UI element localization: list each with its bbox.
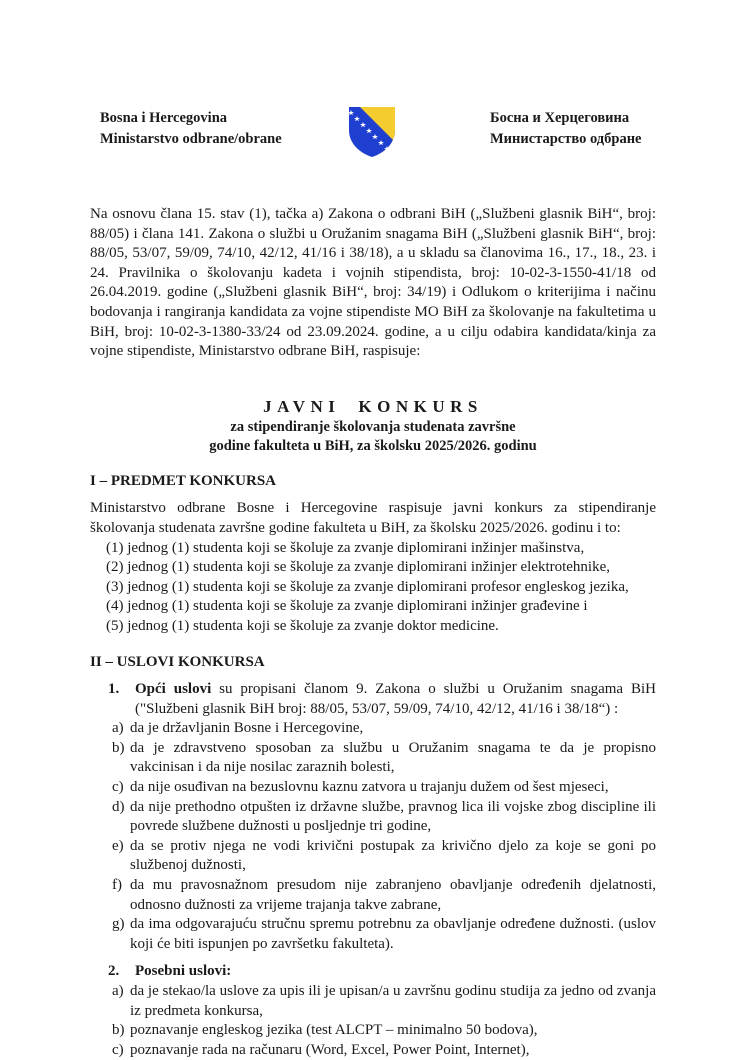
country-name-latin: Bosna i Hercegovina [100, 110, 228, 126]
item-text: poznavanje rada na računaru (Word, Excel, Power Point, Internet), [130, 1041, 530, 1058]
item-text: da je zdravstveno sposoban za službu u Oružanim snagama te da je propisno vakcinisan i da nije nosilac zaraznih bolesti, [130, 739, 656, 776]
item-letter: f) [112, 877, 122, 894]
intro-paragraph: Na osnovu člana 15. stav (1), tačka a) Zakona o odbrani BiH („Službeni glasnik BiH“, broj: 88/05) i člana 141. Zakona o službi u Oružanim snagama BiH („Službeni glasnik BiH“, broj: 88/05, 53/07, 59/09, 74/10, 42/12, 41/16 i 38/18), a u skladu sa članovima 16., 17., 18., 23. i 24. Pravilnika o školovanju kadeta i vojnih stipendista, broj: 10-02-3-1550-41/18 od 26.04.2019. godine („Službeni glasnik BiH“, broj: 34/19) i Odlukom o kriterijima i načinu bodovanja i rangiranja kandidata za vojne stipendiste MO BiH za školovanje na fakultetima u BiH, broj: 10-02-3-1380-33/24 od 23.09.2024. godine, a u cilju odabira kandidata/kinja za vojne stipendiste, Ministarstvo odbrane BiH, raspisuje: [90, 206, 656, 360]
list-item: (2) jednog (1) studenta koji se školuje za zvanje diplomirani inžinjer elektrotehnike, [106, 559, 611, 576]
list-item [90, 778, 656, 798]
item-text: da nije prethodno otpušten iz državne službe, pravnog lica ili vojske zbog discipline ili povrede službene dužnosti u posljednje tri godine, [130, 798, 656, 835]
document-title [90, 396, 656, 418]
title-word-1: JAVNI [263, 396, 341, 416]
item-text: da se protiv njega ne vodi krivični postupak za krivično djelo za koje se goni po službenoj dužnosti, [130, 837, 656, 874]
special-conditions-list [90, 982, 656, 1060]
list-item: (5) jednog (1) studenta koji se školuje za zvanje doktor medicine. [106, 617, 499, 634]
list-item [90, 1021, 656, 1041]
item-text: da ima odgovarajuću stručnu spremu potrebnu za obavljanje određene dužnosti. (uslov koji će biti ispunjen po završetku fakulteta). [130, 916, 656, 952]
title-block [90, 396, 656, 456]
item-letter: b) [112, 1022, 125, 1039]
special-conditions [90, 962, 656, 982]
header-latin [100, 108, 282, 150]
condition-number: 1. [108, 681, 120, 698]
country-name-cyrillic: Босна и Херцеговина [490, 110, 630, 126]
list-item [90, 837, 656, 876]
list-item [90, 915, 656, 954]
item-letter: a) [112, 983, 124, 999]
scholarship-list [90, 539, 656, 637]
list-item [90, 739, 656, 778]
list-item: (4) jednog (1) studenta koji se školuje za zvanje diplomirani inžinjer građevine i [106, 598, 588, 615]
list-item [90, 982, 656, 1021]
general-conditions [90, 680, 656, 719]
section-heading-1: I – PREDMET KONKURSA [90, 472, 276, 489]
list-item [90, 1041, 656, 1060]
ministry-name-cyrillic: Министарство одбране [490, 131, 642, 147]
item-text: da je državljanin Bosne i Hercegovine, [130, 720, 364, 737]
item-letter: d) [112, 798, 125, 815]
title-word-2: KONKURS [358, 396, 483, 416]
coat-of-arms-icon [348, 106, 396, 158]
list-item: (3) jednog (1) studenta koji se školuje za zvanje diplomirani profesor engleskog jezika, [106, 578, 629, 595]
section1-paragraph: Ministarstvo odbrane Bosne i Hercegovine raspisuje javni konkurs za stipendiranje školovanja studenata završne godine fakulteta u BiH, za školsku 2025/2026. godinu i to: [90, 500, 656, 536]
item-text: da je stekao/la uslove za upis ili je upisan/a u završnu godinu studija za jedno od zvanja iz predmeta konkursa, [130, 983, 656, 1019]
item-text: da nije osuđivan na bezuslovnu kaznu zatvora u trajanju dužem od šest mjeseci, [130, 779, 609, 796]
general-conditions-list [90, 719, 656, 954]
item-letter: a) [112, 720, 124, 737]
general-conditions-label: Opći uslovi [135, 681, 212, 698]
condition-number: 2. [108, 963, 120, 980]
special-conditions-label: Posebni uslovi: [135, 963, 232, 980]
list-item [90, 719, 656, 739]
document-body [90, 205, 656, 1060]
section-heading-2: II – USLOVI KONKURSA [90, 653, 265, 670]
item-letter: c) [112, 779, 124, 796]
subtitle-line-2: godine fakulteta u BiH, za školsku 2025/2026. godinu [209, 437, 537, 454]
list-item: (1) jednog (1) studenta koji se školuje za zvanje diplomirani inžinjer mašinstva, [106, 539, 585, 556]
list-item [90, 798, 656, 837]
item-text: da mu pravosnažnom presudom nije zabranjeno obavljanje određenih djelatnosti, odnosno dužnosti za vrijeme trajanja takve zabrane, [130, 877, 656, 913]
item-letter: e) [112, 837, 124, 854]
general-conditions-text: su propisani članom 9. Zakona o službi u Oružanim snagama BiH ("Službeni glasnik BiH broj: 88/05, 53/07, 59/09, 74/10, 42/12, 41/16 i 38/18“) : [135, 681, 656, 717]
item-letter: c) [112, 1041, 124, 1058]
item-text: poznavanje engleskog jezika (test ALCPT – minimalno 50 bodova), [130, 1022, 538, 1039]
item-letter: g) [112, 916, 125, 933]
list-item [90, 876, 656, 915]
item-letter: b) [112, 739, 125, 756]
header-cyrillic [490, 108, 642, 150]
subtitle-line-1: za stipendiranje školovanja studenata završne [230, 418, 516, 435]
ministry-name-latin: Ministarstvo odbrane/obrane [100, 131, 282, 147]
general-conditions-intro [135, 680, 656, 719]
